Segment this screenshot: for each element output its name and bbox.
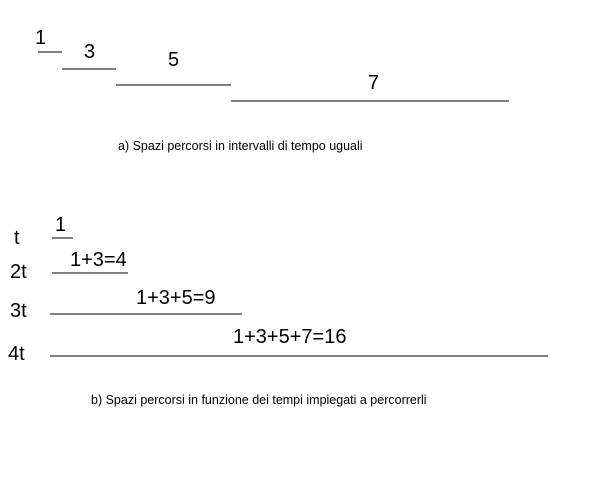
time-label-4t: 4t [8, 343, 25, 365]
caption-a: a) Spazi percorsi in intervalli di tempo uguali [118, 139, 363, 153]
distance-label-4t: 1+3+5+7=16 [233, 326, 347, 348]
distance-label-t: 1 [55, 214, 67, 236]
segment-a-1-label: 1 [35, 27, 47, 49]
caption-b: b) Spazi percorsi in funzione dei tempi impiegati a percorrerli [91, 393, 427, 407]
time-label-t: t [14, 227, 20, 249]
part-b-rows [8, 214, 548, 365]
segment-a-3-label: 3 [84, 41, 96, 63]
segment-a-7-label: 7 [368, 72, 380, 94]
segment-a-5-label: 5 [168, 49, 180, 71]
part-a-segments [35, 27, 509, 101]
time-label-2t: 2t [10, 261, 27, 283]
distance-label-2t: 1+3=4 [70, 249, 127, 271]
time-label-3t: 3t [10, 300, 27, 322]
distance-label-3t: 1+3+5=9 [136, 287, 216, 309]
